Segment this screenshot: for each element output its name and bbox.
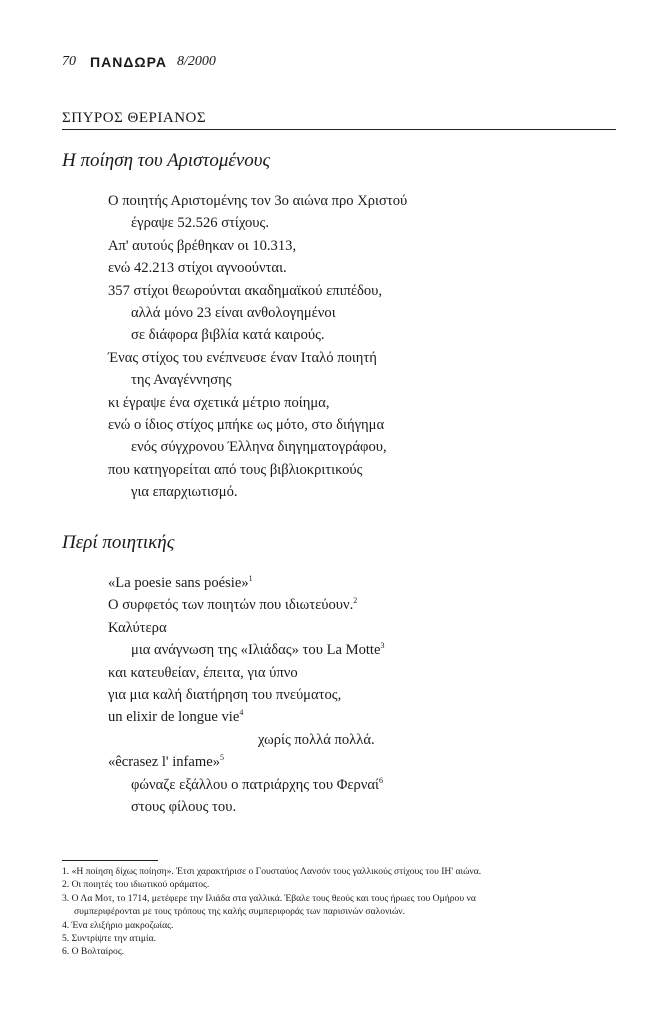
poem-body: [108, 572, 384, 818]
poem-line: που κατηγορείται από τους βιβλιοκριτικούς: [108, 461, 363, 478]
poem-line: έγραψε 52.526 στίχους.: [131, 215, 269, 232]
poem-line: Ο ποιητής Αριστομένης τον 3ο αιώνα προ Χριστού: [108, 193, 408, 209]
poem-line-text: «La poesie sans poésie»: [108, 575, 249, 591]
journal-logo: [90, 54, 167, 70]
footnote-continuation: συμπεριφέρονται με τους τρόπους της καλής συμπεριφοράς των παρισινών σαλονιών.: [74, 906, 406, 918]
author-name: ΣΠΥΡΟΣ ΘΕΡΙΑΝΟΣ: [62, 110, 207, 126]
footnote: 4. Ένα ελιξήριο μακροζωίας.: [62, 919, 174, 931]
poem-line-text: μια ανάγνωση της «Ιλιάδας» του La Motte: [131, 642, 381, 659]
poem-title: Περί ποιητικής: [62, 532, 175, 553]
poem-line: [108, 594, 384, 616]
header-rule: [62, 129, 616, 130]
poem-body: [108, 190, 407, 503]
poem-line: Απ' αυτούς βρέθηκαν οι 10.313,: [108, 237, 297, 254]
poem-line: [108, 572, 384, 594]
poem-title: Η ποίηση του Αριστομένους: [62, 150, 271, 171]
footnote-mark: 6: [378, 775, 383, 785]
footnote-mark: 1: [248, 574, 253, 584]
poem-line: για μια καλή διατήρηση του πνεύματος,: [108, 686, 342, 703]
poem-line-text: un elixir de longue vie: [108, 709, 240, 726]
poem-line: σε διάφορα βιβλία κατά καιρούς.: [131, 327, 325, 344]
poem-line: στους φίλους του.: [131, 798, 237, 815]
footnote: 6. Ο Βολταίρος.: [62, 946, 125, 958]
poem-line: ενώ 42.213 στίχοι αγνοούνται.: [108, 260, 287, 277]
footnote-mark: 3: [380, 641, 385, 651]
poem-line: χωρίς πολλά πολλά.: [258, 731, 375, 748]
poem-line-text: Ο συρφετός των ποιητών που ιδιωτεύουν.: [108, 597, 354, 614]
poem-line: ενός σύγχρονου Έλληνα διηγηματογράφου,: [131, 439, 387, 456]
poem-line: Καλύτερα: [108, 619, 167, 636]
footnote-rule: [62, 860, 158, 861]
footnote: 5. Συντρίψτε την ατιμία.: [62, 933, 156, 945]
footnote-mark: 2: [353, 596, 358, 606]
footnote-mark: 4: [239, 708, 244, 718]
footnote: 3. Ο Λα Μοτ, το 1714, μετέφερε την Ιλιάδα στα γαλλικά. Έβαλε τους θεούς και τους ήρωες του Ομήρου να: [62, 892, 476, 904]
poem-line: [108, 706, 384, 728]
footnote-mark: 5: [220, 753, 225, 763]
journal-name: ΠΑΝΔΩΡΑ: [90, 54, 168, 70]
poem-line: 357 στίχοι θεωρούνται ακαδημαϊκού επιπέδου,: [108, 282, 383, 299]
page-number: 70: [62, 54, 76, 69]
poem-line: για επαρχιωτισμό.: [131, 484, 238, 501]
footnote: 2. Οι ποιητές του ιδιωτικού οράματος.: [62, 879, 210, 891]
poem-line: [108, 751, 384, 773]
poem-line: αλλά μόνο 23 είναι ανθολογημένοι: [131, 304, 336, 321]
poem-line-text: φώναζε εξάλλου ο πατριάρχης του Φερναί: [131, 776, 379, 793]
footnotes: [62, 865, 622, 959]
poem-line: κι έγραψε ένα σχετικά μέτριο ποίημα,: [108, 394, 330, 411]
poem-line: και κατευθείαν, έπειτα, για ύπνο: [108, 664, 298, 681]
poem-line: ενώ ο ίδιος στίχος μπήκε ως μότο, στο διήγημα: [108, 416, 385, 433]
footnote: 1. «Η ποίηση δίχως ποίηση». Έτσι χαρακτήρισε ο Γουσταύος Λανσόν τους γαλλικούς στίχους του ΙΗ' αιώνα.: [62, 866, 482, 877]
issue-number: 8/2000: [177, 54, 216, 69]
poem-line: Ένας στίχος του ενέπνευσε έναν Ιταλό ποιητή: [108, 349, 377, 366]
poem-line: της Αναγέννησης: [131, 372, 232, 389]
poem-line-text: «êcrasez l' infame»: [108, 754, 221, 771]
poem-line: [108, 639, 384, 661]
running-header: [62, 54, 216, 70]
poem-line: [108, 774, 384, 796]
